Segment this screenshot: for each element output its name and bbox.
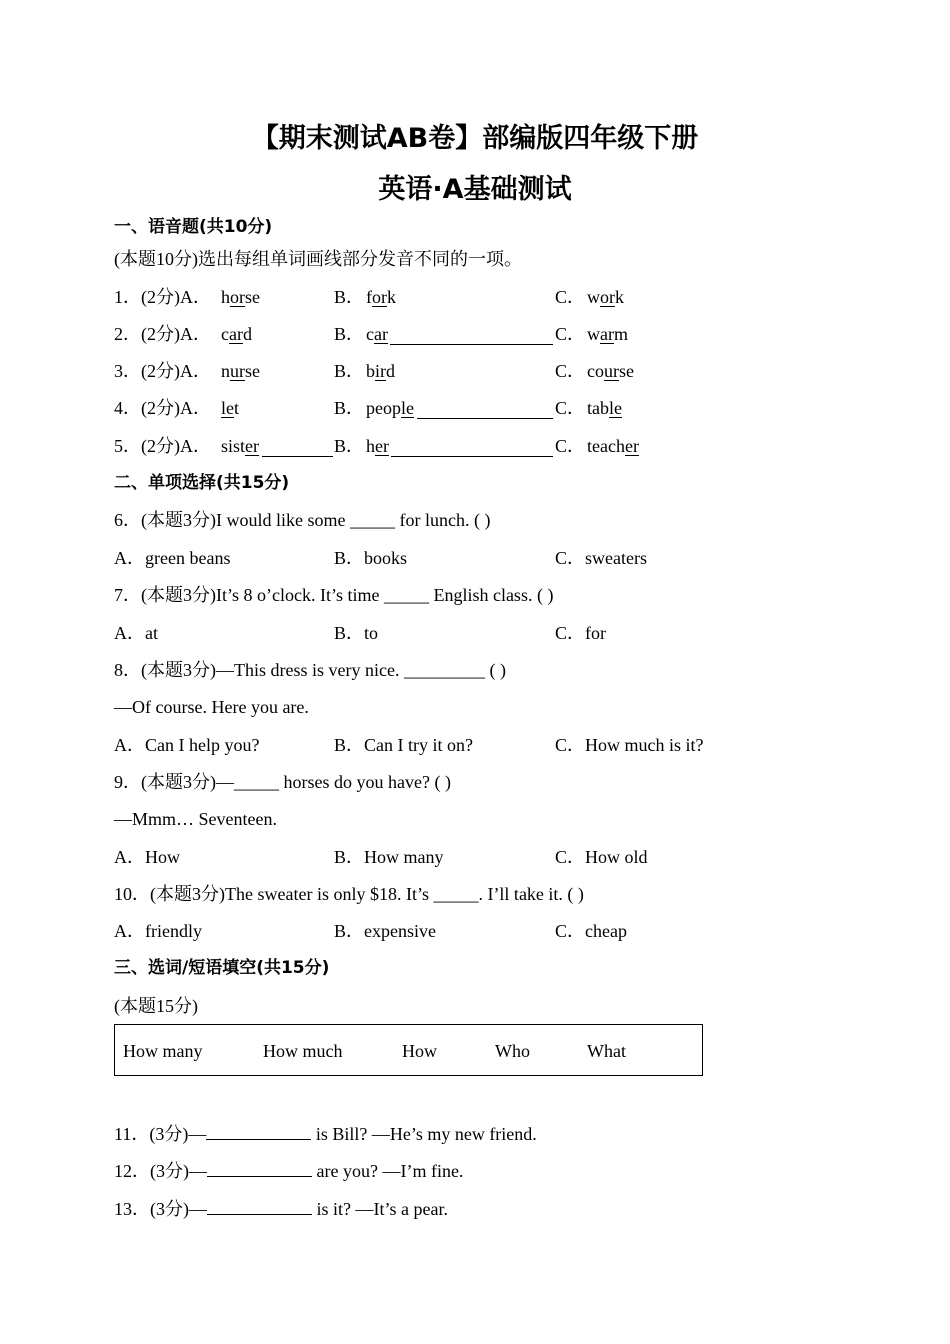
- option-b: B．to: [334, 623, 379, 643]
- option-b-label: B．: [334, 436, 365, 456]
- underlined-part: er: [624, 436, 639, 456]
- word-bank-item: How many: [123, 1041, 203, 1061]
- word-bank-item: How: [402, 1041, 437, 1061]
- option-c: [587, 286, 624, 308]
- option-a: A．Can I help you?: [114, 735, 260, 755]
- option-a: A．How: [114, 847, 180, 867]
- word-part: sist: [221, 436, 246, 456]
- word-part: se: [245, 287, 260, 307]
- option-a-word: [221, 398, 239, 418]
- word-part: f: [366, 287, 372, 307]
- word-part: h: [366, 436, 375, 456]
- word-part: b: [366, 361, 375, 381]
- word-part: c: [366, 324, 374, 344]
- fill-question: [114, 1158, 463, 1182]
- word-part: d: [386, 361, 395, 381]
- option-c: [587, 397, 622, 419]
- option-c: C．sweaters: [555, 548, 647, 568]
- underlined-part: er: [375, 436, 389, 456]
- item-number: 3．(2分)A．: [114, 361, 211, 381]
- option-b-label: B．: [334, 398, 365, 418]
- option-c-word: [587, 398, 622, 418]
- option-b-word: [366, 287, 396, 307]
- word-part: k: [387, 287, 396, 307]
- question-number: 11．(3分)—: [114, 1124, 207, 1144]
- option-a-word: [221, 287, 260, 307]
- item-number: 5．(2分)A．: [114, 436, 211, 456]
- word-part: n: [221, 361, 230, 381]
- option-a-word: [221, 436, 259, 456]
- option-c-word: [587, 361, 634, 381]
- underlined-part: or: [600, 287, 615, 307]
- underlined-part: ir: [375, 361, 386, 381]
- option-c: C．for: [555, 623, 606, 643]
- question-response: —Mmm… Seventeen.: [114, 809, 277, 829]
- option-c: C．How old: [555, 847, 648, 867]
- word-part: teach: [587, 436, 625, 456]
- option-c: C．How much is it?: [555, 735, 704, 755]
- fill-question: [114, 1196, 448, 1220]
- word-part: co: [587, 361, 604, 381]
- option-b: B．How many: [334, 847, 444, 867]
- word-bank-item: How much: [263, 1041, 343, 1061]
- answer-line: [417, 417, 553, 419]
- word-part: peop: [366, 398, 401, 418]
- underlined-part: ar: [229, 324, 243, 344]
- option-a: [221, 323, 252, 345]
- answer-blank: [207, 1158, 312, 1177]
- word-part: se: [619, 361, 634, 381]
- underlined-part: er: [245, 436, 259, 456]
- option-c: [587, 435, 639, 457]
- option-b: B．expensive: [334, 921, 436, 941]
- word-part: tab: [587, 398, 609, 418]
- question-text: is it? —It’s a pear.: [312, 1199, 448, 1219]
- option-b-word: [366, 361, 395, 381]
- option-b-label: B．: [334, 287, 365, 307]
- section1-instruction: (本题10分)选出每组单词画线部分发音不同的一项。: [114, 249, 522, 269]
- word-part: m: [613, 324, 628, 344]
- option-b: B．books: [334, 548, 408, 568]
- option-b-word: [366, 324, 388, 344]
- underlined-part: le: [609, 398, 622, 418]
- underlined-part: ur: [604, 361, 619, 381]
- question-text: is Bill? —He’s my new friend.: [311, 1124, 537, 1144]
- doc-title-line1: 【期末测试AB卷】部编版四年级下册: [251, 123, 699, 154]
- question-stem: 8．(本题3分)—This dress is very nice. _________ ( ): [114, 660, 506, 680]
- section3-instruction: (本题15分): [114, 996, 198, 1016]
- option-b: B．Can I try it on?: [334, 735, 473, 755]
- answer-line: [262, 455, 333, 457]
- word-part: w: [587, 324, 600, 344]
- word-part: k: [615, 287, 624, 307]
- option-b: [366, 435, 389, 457]
- question-stem: 9．(本题3分)—_____ horses do you have? ( ): [114, 772, 451, 792]
- word-part: w: [587, 287, 600, 307]
- item-number: 2．(2分)A．: [114, 324, 211, 344]
- option-b: [366, 360, 395, 382]
- question-text: are you? —I’m fine.: [312, 1161, 464, 1181]
- question-stem: 10．(本题3分)The sweater is only $18. It’s _____. I’ll take it. ( ): [114, 884, 584, 904]
- underlined-part: or: [230, 287, 245, 307]
- word-part: c: [221, 324, 229, 344]
- option-c-word: [587, 324, 628, 344]
- question-stem: 7．(本题3分)It’s 8 o’clock. It’s time _____ English class. ( ): [114, 585, 554, 605]
- answer-line: [390, 343, 553, 345]
- answer-blank: [206, 1121, 311, 1140]
- section1-heading: 一、语音题(共10分): [114, 217, 273, 237]
- option-a: A．green beans: [114, 548, 231, 568]
- word-part: se: [245, 361, 260, 381]
- item-number: 4．(2分)A．: [114, 398, 211, 418]
- word-part: h: [221, 287, 230, 307]
- answer-blank: [207, 1196, 312, 1215]
- section3-heading: 三、选词/短语填空(共15分): [114, 958, 330, 978]
- underlined-part: le: [221, 398, 234, 418]
- option-a: [221, 286, 260, 308]
- question-number: 12．(3分)—: [114, 1161, 207, 1181]
- underlined-part: or: [372, 287, 387, 307]
- word-part: d: [242, 324, 252, 344]
- answer-line: [391, 455, 553, 457]
- option-b-word: [366, 436, 389, 456]
- word-bank-box: [114, 1024, 703, 1076]
- option-b-label: B．: [334, 361, 365, 381]
- option-a: [221, 360, 260, 382]
- option-c-label: C．: [555, 436, 586, 456]
- option-c: C．cheap: [555, 921, 627, 941]
- option-b-label: B．: [334, 324, 365, 344]
- doc-title-line2: 英语·A基础测试: [378, 174, 572, 205]
- option-c-label: C．: [555, 361, 586, 381]
- option-c: [587, 360, 634, 382]
- option-c-word: [587, 436, 639, 456]
- option-c-word: [587, 287, 624, 307]
- underlined-part: ar: [374, 324, 388, 344]
- underlined-part: ur: [230, 361, 245, 381]
- question-response: —Of course. Here you are.: [114, 697, 309, 717]
- option-a-word: [221, 324, 252, 344]
- question-stem: 6．(本题3分)I would like some _____ for lunch. ( ): [114, 510, 491, 530]
- item-number: 1．(2分)A．: [114, 287, 211, 307]
- option-c-label: C．: [555, 398, 586, 418]
- option-b-word: [366, 398, 414, 418]
- option-a: A．at: [114, 623, 158, 643]
- option-b: [366, 286, 396, 308]
- option-a: [221, 435, 259, 457]
- option-c-label: C．: [555, 287, 586, 307]
- option-c: [587, 323, 628, 345]
- option-c-label: C．: [555, 324, 586, 344]
- section2-heading: 二、单项选择(共15分): [114, 473, 290, 493]
- word-part: t: [234, 398, 240, 418]
- question-number: 13．(3分)—: [114, 1199, 207, 1219]
- option-b: [366, 397, 414, 419]
- option-a: [221, 397, 239, 419]
- option-a-word: [221, 361, 260, 381]
- word-bank-item: What: [587, 1041, 626, 1061]
- underlined-part: ar: [600, 324, 614, 344]
- option-a: A．friendly: [114, 921, 202, 941]
- fill-question: [114, 1121, 537, 1145]
- underlined-part: le: [401, 398, 414, 418]
- word-bank-item: Who: [495, 1041, 530, 1061]
- option-b: [366, 323, 388, 345]
